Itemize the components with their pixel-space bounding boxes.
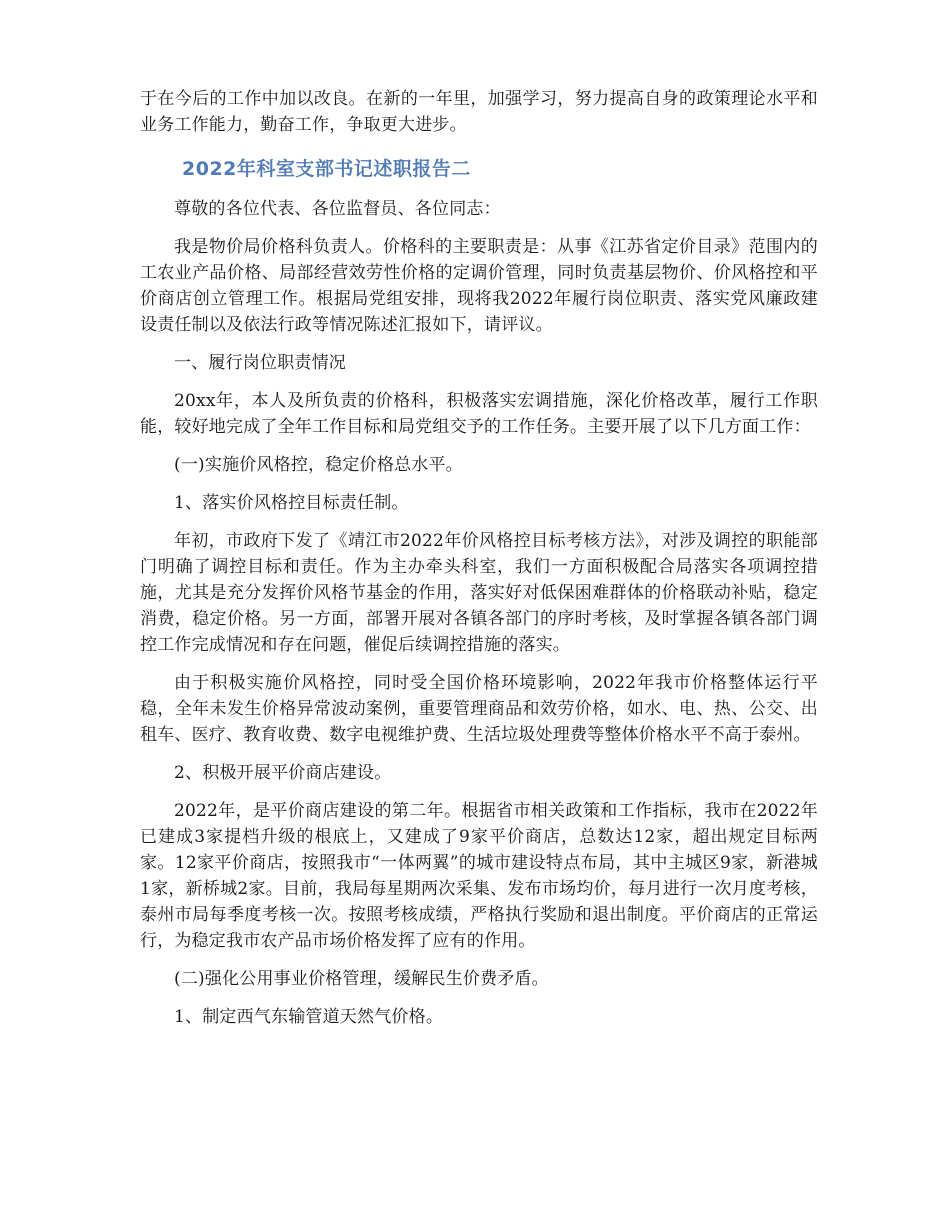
body-paragraph: 年初，市政府下发了《靖江市2022年价风格控目标考核方法》，对涉及调控的职能部门明确了调控目标和责任。作为主办牵头科室，我们一方面积极配合局落实各项调控措施，尤其是充分发挥价风格节基金的作用，落实好对低保困难群体的价格联动补贴，稳定消费，稳定价格。另一方面，部署开展对各镇各部门的序时考核，及时掌握各镇各部门调控工作完成情况和存在问题，催促后续调控措施的落实。: [140, 531, 818, 655]
body-paragraph: 20xx年，本人及所负责的价格科，积极落实宏调措施，深化价格改革，履行工作职能，较好地完成了全年工作目标和局党组交予的工作任务。主要开展了以下几方面工作：: [140, 391, 818, 437]
report-heading: 2022年科室支部书记述职报告二: [182, 158, 471, 180]
item-heading: 1、制定西气东输管道天然气价格。: [174, 1007, 444, 1027]
item-heading: 2、积极开展平价商店建设。: [174, 763, 392, 783]
salutation: 尊敬的各位代表、各位监督员、各位同志：: [174, 199, 501, 219]
section-heading: 一、履行岗位职责情况: [174, 353, 346, 373]
intro-paragraph: 于在今后的工作中加以改良。在新的一年里，加强学习，努力提高自身的政策理论水平和业务工作能力，勤奋工作，争取更大进步。: [140, 89, 818, 135]
body-paragraph: 2022年，是平价商店建设的第二年。根据省市相关政策和工作指标，我市在2022年已建成3家提档升级的根底上，又建成了9家平价商店，总数达12家，超出规定目标两家。12家平价商店，按照我市“一体两翼”的城市建设特点布局，其中主城区9家，新港城1家，新桥城2家。目前，我局每星期两次采集、发布市场均价，每月进行一次月度考核，泰州市局每季度考核一次。按照考核成绩，严格执行奖励和退出制度。平价商店的正常运行，为稳定我市农产品市场价格发挥了应有的作用。: [140, 801, 818, 951]
subsection-heading: (一)实施价风格控，稳定价格总水平。: [174, 455, 463, 475]
body-paragraph: 我是物价局价格科负责人。价格科的主要职责是：从事《江苏省定价目录》范围内的工农业产品价格、局部经营效劳性价格的定调价管理，同时负责基层物价、价风格控和平价商店创立管理工作。根据局党组安排，现将我2022年履行岗位职责、落实党风廉政建设责任制以及依法行政等情况陈述汇报如下，请评议。: [140, 237, 818, 335]
subsection-heading: (二)强化公用事业价格管理，缓解民生价费矛盾。: [174, 969, 549, 989]
body-paragraph: 由于积极实施价风格控，同时受全国价格环境影响，2022年我市价格整体运行平稳，全年未发生价格异常波动案例，重要管理商品和效劳价格，如水、电、热、公交、出租车、医疗、教育收费、数字电视维护费、生活垃圾处理费等整体价格水平不高于泰州。: [140, 673, 818, 745]
item-heading: 1、落实价风格控目标责任制。: [174, 493, 409, 513]
